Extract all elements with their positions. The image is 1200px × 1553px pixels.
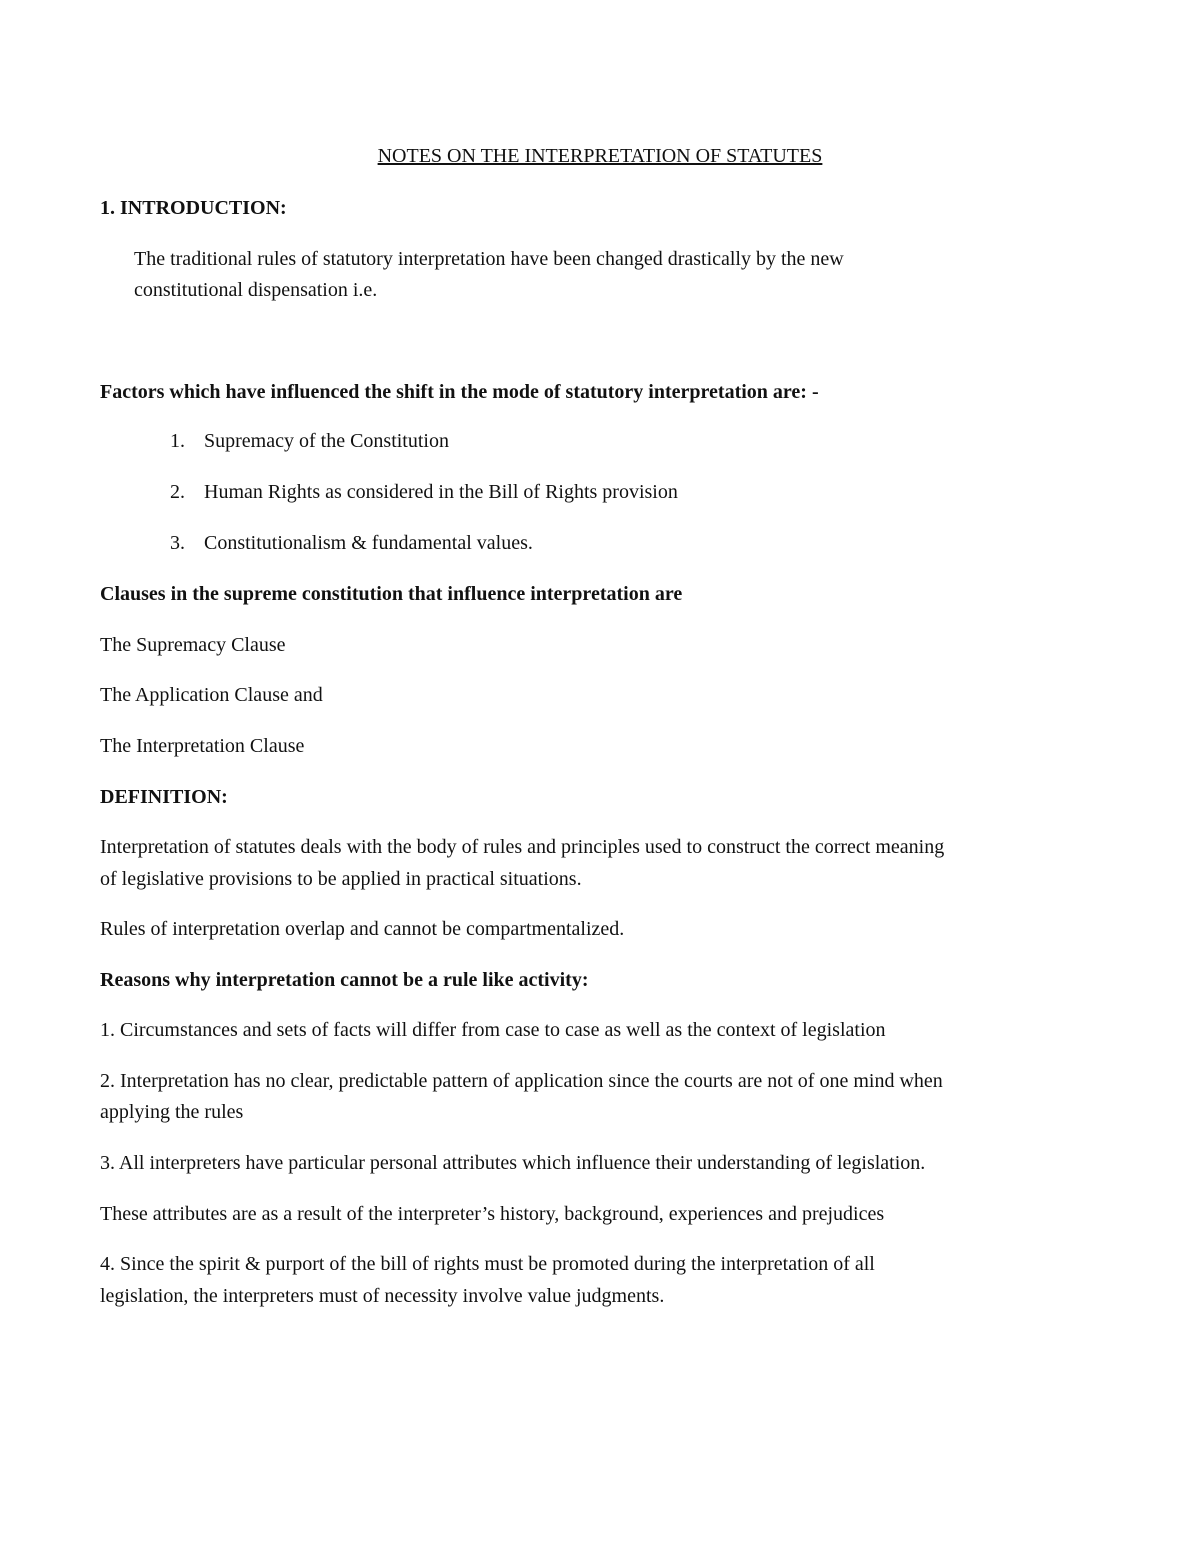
clause-interpretation: The Interpretation Clause bbox=[100, 735, 305, 757]
clause-supremacy: The Supremacy Clause bbox=[100, 634, 286, 656]
introduction-heading: 1. INTRODUCTION: bbox=[100, 197, 287, 219]
intro-line-2: constitutional dispensation i.e. bbox=[134, 279, 378, 301]
clause-application: The Application Clause and bbox=[100, 684, 323, 706]
factor-item-number: 3. bbox=[170, 532, 185, 554]
reason-2-line-1: 2. Interpretation has no clear, predictable pattern of application since the courts are not of one mind when bbox=[100, 1070, 943, 1092]
reason-3-note: These attributes are as a result of the interpreter’s history, background, experiences and prejudices bbox=[100, 1203, 885, 1225]
definition-line-2: of legislative provisions to be applied in practical situations. bbox=[100, 868, 582, 890]
document-title: NOTES ON THE INTERPRETATION OF STATUTES bbox=[377, 145, 823, 167]
factor-item-1 bbox=[170, 429, 449, 453]
definition-paragraph-2: Rules of interpretation overlap and cannot be compartmentalized. bbox=[100, 918, 625, 940]
definition-line-1: Interpretation of statutes deals with the body of rules and principles used to construct the correct meaning bbox=[100, 836, 945, 858]
reason-3: 3. All interpreters have particular personal attributes which influence their understanding of legislation. bbox=[100, 1152, 926, 1174]
factor-item-number: 2. bbox=[170, 481, 185, 503]
reasons-heading: Reasons why interpretation cannot be a rule like activity: bbox=[100, 969, 589, 991]
intro-line-1: The traditional rules of statutory interpretation have been changed drastically by the new bbox=[134, 248, 844, 270]
factor-item-text: Constitutionalism & fundamental values. bbox=[204, 532, 533, 554]
factor-item-text: Human Rights as considered in the Bill of Rights provision bbox=[204, 481, 678, 503]
definition-heading: DEFINITION: bbox=[100, 786, 228, 808]
reason-1: 1. Circumstances and sets of facts will differ from case to case as well as the context of legislation bbox=[100, 1019, 886, 1041]
factor-item-number: 1. bbox=[170, 430, 185, 452]
factors-heading: Factors which have influenced the shift in the mode of statutory interpretation are: - bbox=[100, 381, 819, 403]
reason-2-line-2: applying the rules bbox=[100, 1101, 244, 1123]
factor-item-2 bbox=[170, 480, 678, 504]
reason-4-line-2: legislation, the interpreters must of necessity involve value judgments. bbox=[100, 1285, 665, 1307]
clauses-heading: Clauses in the supreme constitution that influence interpretation are bbox=[100, 583, 683, 605]
factor-item-text: Supremacy of the Constitution bbox=[204, 430, 449, 452]
reason-4-line-1: 4. Since the spirit & purport of the bill of rights must be promoted during the interpretation of all bbox=[100, 1253, 875, 1275]
factor-item-3 bbox=[170, 531, 533, 555]
